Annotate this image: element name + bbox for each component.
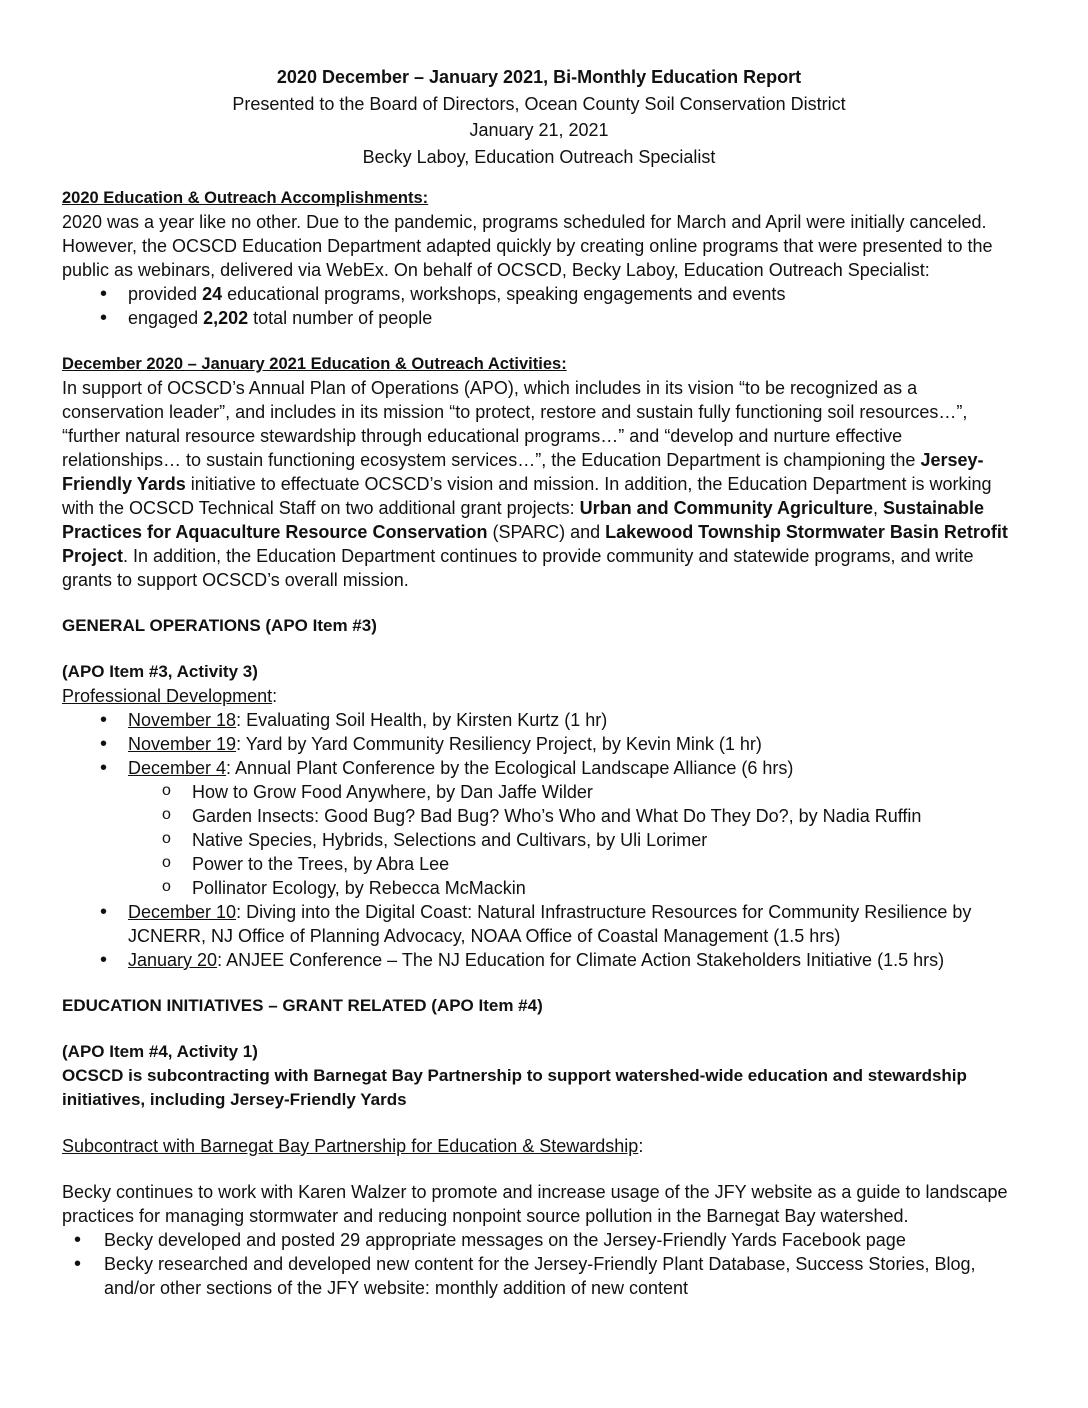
- grant-initiatives-heading: EDUCATION INITIATIVES – GRANT RELATED (APO Item #4): [62, 996, 543, 1015]
- professional-development-list: [62, 708, 1016, 972]
- list-item: • Becky researched and developed new content for the Jersey-Friendly Plant Database, Success Stories, Blog, and/or other sections of the JFY website: monthly addition of new content: [62, 1252, 1016, 1300]
- session-item: o Pollinator Ecology, by Rebecca McMackin: [62, 876, 1016, 900]
- event-text: : Evaluating Soil Health, by Kirsten Kurtz (1 hr): [236, 710, 608, 730]
- program-name: Sustainable Practices for Aquaculture Resource Conservation: [62, 498, 985, 542]
- event-date: December 4: [128, 758, 227, 778]
- subheading-colon: :: [272, 686, 278, 706]
- subheading-text: Professional Development: [62, 686, 273, 706]
- event-date: January 20: [128, 950, 218, 970]
- presented-to: Presented to the Board of Directors, Ocean County Soil Conservation District: [232, 93, 846, 114]
- activities-section: [62, 352, 1016, 592]
- list-item: • Becky developed and posted 29 appropriate messages on the Jersey-Friendly Yards Facebook page: [62, 1228, 1016, 1252]
- item-count: 2,202: [203, 308, 249, 328]
- subcontract-heading: [62, 1134, 1016, 1158]
- program-name: Lakewood Township Stormwater Basin Retrofit Project: [62, 522, 1008, 566]
- event-text: : Annual Plant Conference by the Ecological Landscape Alliance (6 hrs): [226, 758, 794, 778]
- body-text: ,: [872, 498, 883, 518]
- session-item: o How to Grow Food Anywhere, by Dan Jaffe Wilder: [62, 780, 1016, 804]
- event-text: : Diving into the Digital Coast: Natural Infrastructure Resources for Community Resilience by JCNERR, NJ Office of Planning Advocacy, NOAA Office of Coastal Management (1.5 hrs): [128, 902, 972, 946]
- item-text: engaged: [128, 308, 204, 328]
- body-text: initiative to effectuate OCSCD’s vision and mission. In addition, the Education Department is working with the OCSCD Technical Staff on two additional grant projects:: [62, 474, 992, 518]
- list-item: [62, 756, 1016, 900]
- session-item: o Garden Insects: Good Bug? Bad Bug? Who’s Who and What Do They Do?, by Nadia Ruffin: [62, 804, 1016, 828]
- list-item: [62, 306, 1016, 330]
- subcontract-body: Becky continues to work with Karen Walzer to promote and increase usage of the JFY website as a guide to landscape practices for managing stormwater and reducing nonpoint source pollution in the Barnegat Bay watershed.: [62, 1182, 1008, 1226]
- grant-initiatives-section: [62, 994, 1016, 1300]
- conference-sessions-list: [62, 780, 1016, 900]
- event-date: November 19: [128, 734, 237, 754]
- body-text: In support of OCSCD’s Annual Plan of Operations (APO), which includes in its vision “to be recognized as a conservation leader”, and includes in its mission “to protect, restore and sustain fully functioning soil resources…”, “further natural resource stewardship through educational programs…” and “develop and nurture effective relationships… to sustain functioning ecosystem services…”, the Education Department is championing the: [62, 378, 968, 470]
- list-item: [62, 708, 1016, 732]
- accomplishments-heading: 2020 Education & Outreach Accomplishments:: [62, 189, 429, 207]
- list-item: [62, 732, 1016, 756]
- apo-activity-label: (APO Item #4, Activity 1): [62, 1042, 258, 1061]
- accomplishments-body: 2020 was a year like no other. Due to the pandemic, programs scheduled for March and April were initially canceled. However, the OCSCD Education Department adapted quickly by creating online programs that were presented to the public as webinars, delivered via WebEx. On behalf of OCSCD, Becky Laboy, Education Outreach Specialist:: [62, 212, 993, 280]
- general-operations-heading: GENERAL OPERATIONS (APO Item #3): [62, 616, 377, 635]
- body-text: . In addition, the Education Department continues to provide community and statewide programs, and write grants to support OCSCD’s overall mission.: [62, 546, 974, 590]
- professional-development-heading: [62, 684, 1016, 708]
- session-item: o Power to the Trees, by Abra Lee: [62, 852, 1016, 876]
- body-text: (SPARC) and: [487, 522, 606, 542]
- activities-heading: December 2020 – January 2021 Education & Outreach Activities:: [62, 355, 567, 373]
- list-item: [62, 282, 1016, 306]
- report-date: January 21, 2021: [469, 120, 609, 140]
- accomplishments-section: [62, 186, 1016, 330]
- general-operations-section: [62, 614, 1016, 972]
- session-item: o Native Species, Hybrids, Selections and Cultivars, by Uli Lorimer: [62, 828, 1016, 852]
- report-author: Becky Laboy, Education Outreach Specialist: [362, 146, 716, 167]
- subcontract-statement: OCSCD is subcontracting with Barnegat Bay Partnership to support watershed-wide education and stewardship initiatives, including Jersey-Friendly Yards: [62, 1066, 967, 1109]
- event-date: December 10: [128, 902, 237, 922]
- accomplishments-list: [62, 282, 1016, 330]
- event-text: : ANJEE Conference – The NJ Education for Climate Action Stakeholders Initiative (1.5 hrs): [217, 950, 945, 970]
- subheading-colon: :: [638, 1136, 644, 1156]
- report-title: 2020 December – January 2021, Bi-Monthly Education Report: [276, 67, 802, 87]
- list-item: [62, 900, 1016, 948]
- report-header: [62, 64, 1016, 170]
- item-count: 24: [202, 284, 223, 304]
- item-text: total number of people: [248, 308, 433, 328]
- program-name: Jersey-Friendly Yards: [62, 450, 984, 494]
- item-text: educational programs, workshops, speaking engagements and events: [222, 284, 786, 304]
- list-item: [62, 948, 1016, 972]
- event-text: : Yard by Yard Community Resiliency Project, by Kevin Mink (1 hr): [236, 734, 762, 754]
- subcontract-list: [62, 1228, 1016, 1300]
- activities-body: [62, 376, 1016, 592]
- event-date: November 18: [128, 710, 237, 730]
- apo-activity-label: (APO Item #3, Activity 3): [62, 662, 258, 681]
- subheading-text: Subcontract with Barnegat Bay Partnership for Education & Stewardship: [62, 1136, 639, 1156]
- item-text: provided: [128, 284, 203, 304]
- program-name: Urban and Community Agriculture: [579, 498, 873, 518]
